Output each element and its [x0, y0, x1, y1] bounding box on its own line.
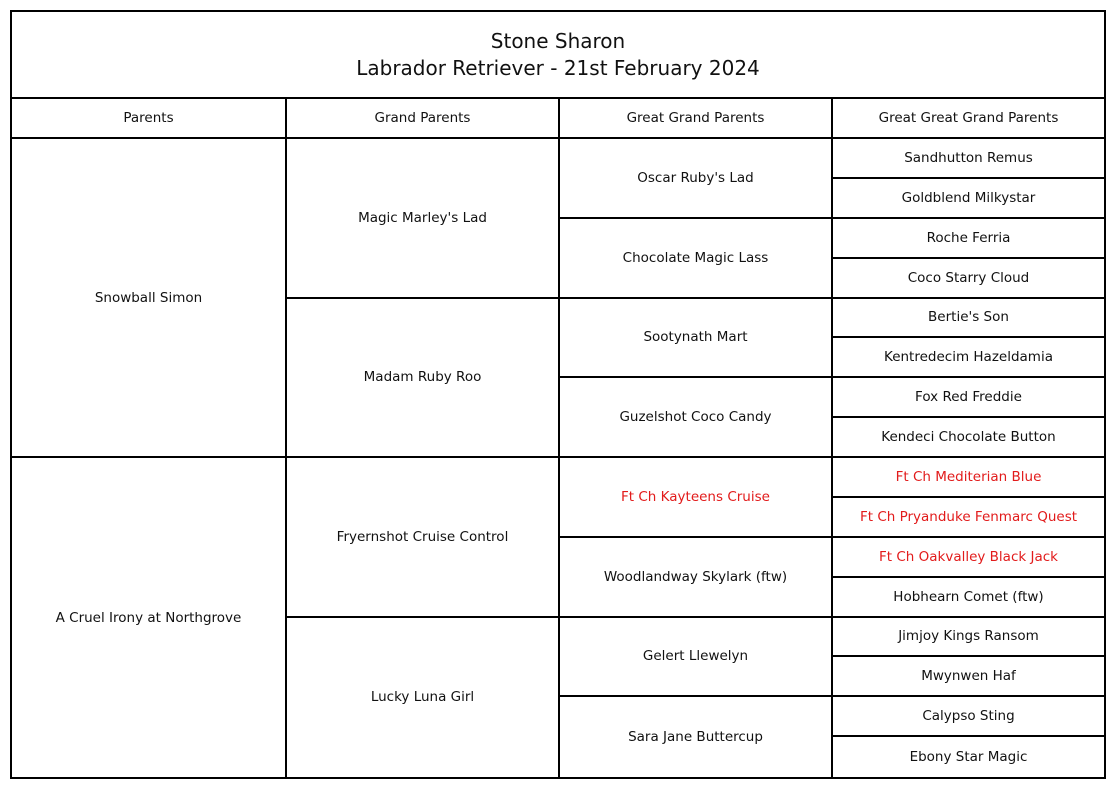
pedigree-header [12, 12, 1104, 99]
ancestor-cell: Roche Ferria [831, 219, 1104, 259]
column-header: Great Great Grand Parents [831, 99, 1104, 139]
column-header: Grand Parents [285, 99, 558, 139]
column-header: Great Grand Parents [558, 99, 831, 139]
ancestor-cell: Guzelshot Coco Candy [558, 378, 831, 458]
dog-name: Stone Sharon [490, 28, 626, 53]
ancestor-cell: Oscar Ruby's Lad [558, 139, 831, 219]
ancestor-cell: Mwynwen Haf [831, 657, 1104, 697]
ancestor-cell: Snowball Simon [12, 139, 285, 458]
pedigree-grid [12, 99, 1104, 777]
ancestor-cell: Sootynath Mart [558, 299, 831, 379]
ancestor-cell: Goldblend Milkystar [831, 179, 1104, 219]
breed-and-date: Labrador Retriever - 21st February 2024 [356, 55, 760, 80]
ancestor-cell: Kendeci Chocolate Button [831, 418, 1104, 458]
ancestor-cell: Sandhutton Remus [831, 139, 1104, 179]
ancestor-cell: Jimjoy Kings Ransom [831, 618, 1104, 658]
ancestor-cell: Ft Ch Kayteens Cruise [558, 458, 831, 538]
ancestor-cell: Sara Jane Buttercup [558, 697, 831, 777]
column-header: Parents [12, 99, 285, 139]
ancestor-cell: Bertie's Son [831, 299, 1104, 339]
ancestor-cell: Ft Ch Oakvalley Black Jack [831, 538, 1104, 578]
ancestor-cell: Madam Ruby Roo [285, 299, 558, 459]
ancestor-cell: Ft Ch Pryanduke Fenmarc Quest [831, 498, 1104, 538]
ancestor-cell: Magic Marley's Lad [285, 139, 558, 299]
ancestor-cell: Hobhearn Comet (ftw) [831, 578, 1104, 618]
ancestor-cell: Calypso Sting [831, 697, 1104, 737]
pedigree-chart [10, 10, 1106, 779]
ancestor-cell: Fox Red Freddie [831, 378, 1104, 418]
ancestor-cell: Ft Ch Mediterian Blue [831, 458, 1104, 498]
ancestor-cell: Fryernshot Cruise Control [285, 458, 558, 618]
ancestor-cell: Lucky Luna Girl [285, 618, 558, 778]
ancestor-cell: A Cruel Irony at Northgrove [55, 609, 242, 626]
ancestor-cell: Chocolate Magic Lass [558, 219, 831, 299]
ancestor-cell: Woodlandway Skylark (ftw) [558, 538, 831, 618]
ancestor-cell: Gelert Llewelyn [558, 618, 831, 698]
ancestor-cell: Kentredecim Hazeldamia [831, 338, 1104, 378]
ancestor-cell: Coco Starry Cloud [831, 259, 1104, 299]
ancestor-cell: Ebony Star Magic [831, 737, 1104, 777]
